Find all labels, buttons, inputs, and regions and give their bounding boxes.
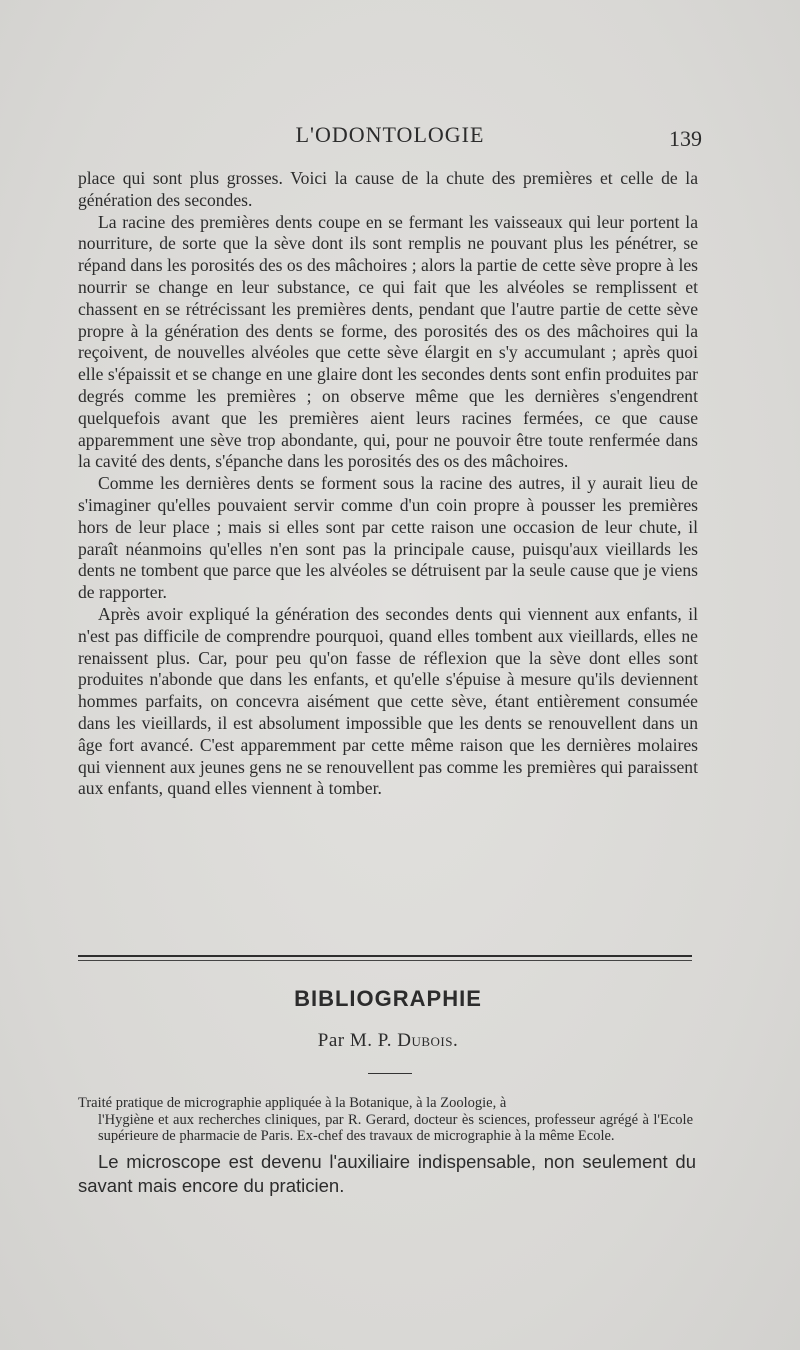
section-author xyxy=(78,1030,698,1052)
section-divider xyxy=(78,960,692,961)
paragraph: Comme les dernières dents se forment sous la racine des autres, il y aurait lieu de s'imaginer qu'elles pouvaient servir comme d'un coin propre à pousser les premières hors de leur place ; mais si elles sont par cette raison une occasion de leur chute, il paraît néanmoins qu'elles n'en sont pas la principale cause, puisqu'aux vieillards les dents ne tombent que parce que les alvéoles se détruisent par la seule cause que je viens de rapporter. xyxy=(78,473,698,603)
review-text xyxy=(78,1150,696,1198)
paragraph: Après avoir expliqué la génération des secondes dents qui viennent aux enfants, il n'est pas difficile de comprendre pourquoi, quand elles tombent aux vieillards, elles ne renaissent plus. Car, pour peu qu'on fasse de réflexion que la sève dont elles sont produites n'abonde que dans les enfants, et qu'elle s'épuise à mesure qu'ils deviennent hommes parfaits, on concevra aisément que cette sève, étant entièrement consumée dans les vieillards, il est absolument impossible que les dents se renouvellent dans un âge fort avancé. C'est apparemment par cette même raison que les dernières molaires qui viennent aux jeunes gens ne se renouvellent pas comme les premières qui paraissent aux enfants, quand elles viennent à tomber. xyxy=(78,603,698,799)
section-title: BIBLIOGRAPHIE xyxy=(294,986,482,1011)
citation-first-line: Traité pratique de micrographie appliquée à la Botanique, à la Zoologie, à xyxy=(78,1095,507,1111)
review-paragraph: Le microscope est devenu l'auxiliaire indispensable, non seulement du savant mais encore du praticien. xyxy=(78,1151,696,1196)
section-divider xyxy=(78,955,692,957)
citation-continuation: l'Hygiène et aux recherches cliniques, par R. Gerard, docteur ès sciences, professeur agrégé à l'Ecole supérieure de pharmacie de Paris. Ex-chef des travaux de micrographie à la même Ecole. xyxy=(98,1111,693,1144)
body-text xyxy=(78,168,698,800)
paragraph: place qui sont plus grosses. Voici la cause de la chute des premières et celle de la génération des secondes. xyxy=(78,168,698,210)
page-number: 139 xyxy=(669,126,702,151)
book-citation xyxy=(78,1095,693,1145)
paragraph: La racine des premières dents coupe en se fermant les vaisseaux qui leur portent la nourriture, de sorte que la sève dont ils sont remplis ne pouvant plus les pénétrer, se répand dans les porosités des os des mâchoires ; alors la partie de cette sève propre à les nourrir se change en leur substance, ce qui fait que les alvéoles se remplissent et chassent en se rétrécissant les premières dents, pendant que l'autre partie de cette sève propre à la génération des dents se forme, des porosités des os des mâchoires qui la reçoivent, de nouvelles alvéoles que cette sève élargit en s'y accumulant ; après quoi elle s'épaissit et se change en une glaire dont les secondes dents sont enfin produites par degrés comme les premières ; on observe même que les dernières s'engendrent quelquefois avant que les premières aient leurs racines fermées, ce que cause apparemment une sève trop abondante, qui, pour ne pouvoir être toute renfermée dans la cavité des dents, s'épanche dans les porosités des os des mâchoires. xyxy=(78,211,698,472)
running-title: L'ODONTOLOGIE xyxy=(295,122,485,147)
author-name: Dubois. xyxy=(397,1030,459,1051)
running-head xyxy=(80,122,700,152)
short-divider xyxy=(368,1073,412,1074)
author-prefix: Par M. P. xyxy=(317,1030,392,1051)
